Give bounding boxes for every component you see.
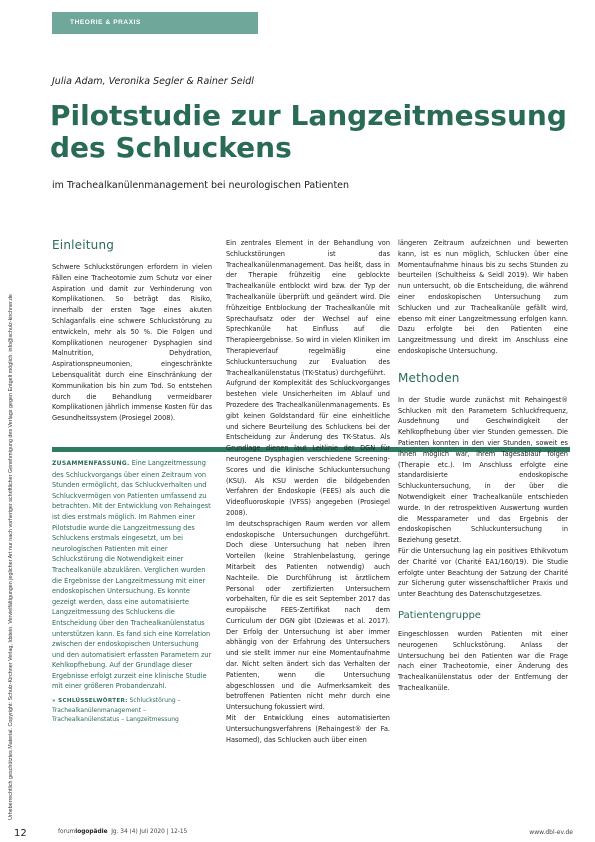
copyright-side-text: Urheberrechtlich geschütztes Material. Copyright: Schulz-Kirchner Verlag, Idstein. Vervielfältigungen jeglicher Art nur nach vorheriger schriftlicher Genehmigung des Verlags gegen Entgelt möglich. info@schulz-kirchner.de (8, 294, 14, 820)
section-tag: THEORIE & PRAXIS (52, 12, 258, 34)
abstract-box (52, 458, 212, 724)
journal-info (58, 829, 187, 835)
heading-einleitung: Einleitung (52, 238, 115, 252)
heading-patientengruppe: Patientengruppe (398, 609, 481, 621)
abstract-text (52, 458, 212, 692)
column-middle (226, 238, 390, 745)
keywords-label: » SCHLÜSSELWÖRTER: (52, 698, 128, 705)
paragraph: Mit der Entwicklung eines automatisierten Untersuchungsverfahrens (Rehaingest® der Fa. Hasomed), das Schlucken auch über einen (226, 714, 390, 744)
article-title: Pilotstudie zur Langzeitmessung des Schluckens (50, 99, 567, 164)
paragraph: Ein zentrales Element in der Behandlung von Schluckstörungen ist das Trachealkanülenmanagement. Das heißt, dass in der Therapie frühzeitig eine geblockte Trachealkanüle entblockt wird bzw. der Typ der Trachealkanüle überprüft und geändert wird. Die frühzeitige Entblockung der Trachealkanüle mit Sprechaufsatz oder der Wechsel auf eine Sprechkanüle hat Einfluss auf die Therapieergebnisse. So wird in vielen Kliniken im Therapieverlauf regelmäßig eine Schluckuntersuchung zur Evaluation des Trachealkanülenstatus (TK-Status) durchgeführt. (226, 239, 390, 377)
abstract-body: Eine Langzeitmessung des Schluckvorgangs über einen Zeitraum von Stunden ermöglicht, das Schluckverhalten und Schluckvermögen von Patienten umfassend zu betrachten. Mit der Entwicklung von Rehaingest ist dies erstmals möglich. Im Rahmen einer Pilotstudie wurde die Langzeitmessung des Schluckens erstmals eingesetzt, um bei neurologischen Patienten mit einer Schluckstörung die Notwendigkeit einer Trachealkanüle abzuklären. Verglichen wurden die Ergebnisse der Langzeitmessung mit einer endoskopischen Untersuchung. Es konnte gezeigt werden, dass eine automatisierte Langzeitmessung des Schluckens die Entscheidung über den Trachealkanülenstatus unterstützen kann. Es fand sich eine Korrelation zwischen der endoskopischen Untersuchung und den automatisiert erfassten Parametern zur Kehlkopfhebung. Auf der Grundlage dieser Ergebnisse erfolgt zurzeit eine klinische Studie mit einer größeren Probandenzahl. (52, 459, 212, 691)
paragraph: Im deutschsprachigen Raum werden vor allem endoskopische Untersuchungen durchgeführt. Doch diese Untersuchung hat neben ihren Vorteilen (keine Strahlenbelastung, geringe Mitarbeit des Patienten notwendig) auch Nachteile. Die Durchführung ist ärztlichem Personal oder zertifizierten Untersuchern vorbehalten, für die es seit September 2017 das europäische FEES-Zertifikat nach dem Curriculum der DGN gibt (Dziewas et al. 2017). Der Erfolg der Untersuchung ist aber immer abhängig von der Erfahrung des Untersuchers und sie stellt immer nur eine Momentaufnahme dar. Nicht selten ändert sich das Verhalten der Patienten, wenn die Untersuchung abgeschlossen und die Aufmerksamkeit des betroffenen Patienten nicht mehr durch eine Untersuchung fokussiert wird. (226, 519, 390, 712)
article-authors: Julia Adam, Veronika Segler & Rainer Seidl (52, 76, 254, 87)
intro-paragraph: Schwere Schluckstörungen erfordern in vielen Fällen eine Tracheotomie zum Schutz vor einer Aspiration und damit zur Verhinderung von Komplikationen. So beträgt das Risiko, innerhalb der ersten Tage eines akuten Schlaganfalls eine schwere Schluckstörung zu entwickeln, mehr als 50 %. Die Folgen und Komplikationen neurogener Dysphagien sind Malnutrition, Dehydration, Aspirationspneumonien, eingeschränkte Lebensqualität durch eine Einschränkung der Kommunikation bis hin zum Tod. So entstehen durch die Behandlung vermeidbarer Komplikationen jährlich immense Kosten für das Gesundheitssystem (Prosiegel 2008). (52, 263, 212, 423)
paragraph: Eingeschlossen wurden Patienten mit einer neurogenen Schluckstörung. Anlass der Untersuchung bei den Patienten war die Frage nach einer Tracheotomie, einer Änderung des Trachealkanülenstatus oder der Entfernung der Trachealkanüle. (398, 629, 568, 692)
paragraph: längeren Zeitraum aufzeichnen und bewerten kann, ist es nun möglich, Schlucken über eine Momentaufnahme hinaus bis zu sechs Stunden zu beurteilen (Schultheiss & Seidl 2019). Wir haben nun untersucht, ob die Entscheidung, die während einer endoskopischen Untersuchung zum Schlucken und zur Trachealkanüle gefällt wird, ebenso mit einer Langzeitmessung erfolgen kann. Dazu erfolgte bei den Patienten eine Langzeitmessung und direkt im Anschluss eine endoskopische Untersuchung. (398, 239, 568, 355)
abstract-label: ZUSAMMENFASSUNG. (52, 460, 130, 467)
footer-url[interactable]: www.dbl-ev.de (529, 829, 573, 836)
column-left (52, 238, 212, 424)
journal-name: logopädie (75, 829, 108, 835)
article-subtitle: im Trachealkanülenmanagement bei neurologischen Patienten (52, 180, 350, 191)
column-right (398, 238, 568, 694)
journal-prefix: forum (58, 829, 76, 835)
page-number: 12 (14, 828, 27, 839)
paragraph: In der Studie wurde zunächst mit Rehaingest® Schlucken mit den Parametern Schluckfrequenz, Ausdehnung und Geschwindigkeit der Kehlkopfhebung über vier Stunden gemessen. Die Patienten konnten in den vier Stunden, soweit es ihnen möglich war, ihrem Tagesablauf folgen (Therapie etc.). Im Anschluss erfolgte eine standardisierte endoskopische Schluckuntersuchung, in der über die Notwendigkeit einer Trachealkanüle entschieden wurde. In der retrospektiven Auswertung wurden die Messparameter und das Ergebnis der endoskopischen Schluckuntersuchung in Beziehung gesetzt. (398, 395, 568, 545)
paragraph: Für die Untersuchung lag ein positives Ethikvotum der Charité vor (Charité EA1/160/19). Die Studie erfolgte unter Beachtung der Satzung der Charité zur Sicherung guter wissenschaftlicher Praxis und unter Beachtung des Datenschutzgesetzes. (398, 546, 568, 599)
keywords (52, 696, 212, 724)
paragraph: Aufgrund der Komplexität des Schluckvorganges bestehen viele Unsicherheiten im Ablauf und Prozedere des Trachealkanülenmanagements. Es gibt keinen Goldstandard für eine einheitliche und sichere Beurteilung des Schluckens bei der Entscheidung zur Änderung des TK-Status. Als Grundlage dienen laut Leitlinie der DGN für neurogene Dysphagien verschiedene Screening-Scores und die klinische Schluckuntersuchung (KSU). Als KSU werden die bildgebenden Verfahren der Endoskopie (FEES) als auch die Videofluoroskopie (VFSS) angegeben (Prosiegel 2008). (226, 379, 390, 517)
heading-methoden: Methoden (398, 370, 460, 385)
keywords-list: Schluckstörung – Trachealkanülenmanagement – Trachealkanülenstatus – Langzeitmessung (52, 697, 181, 724)
journal-details: Jg. 34 (4) Juli 2020 | 12-15 (111, 829, 188, 835)
